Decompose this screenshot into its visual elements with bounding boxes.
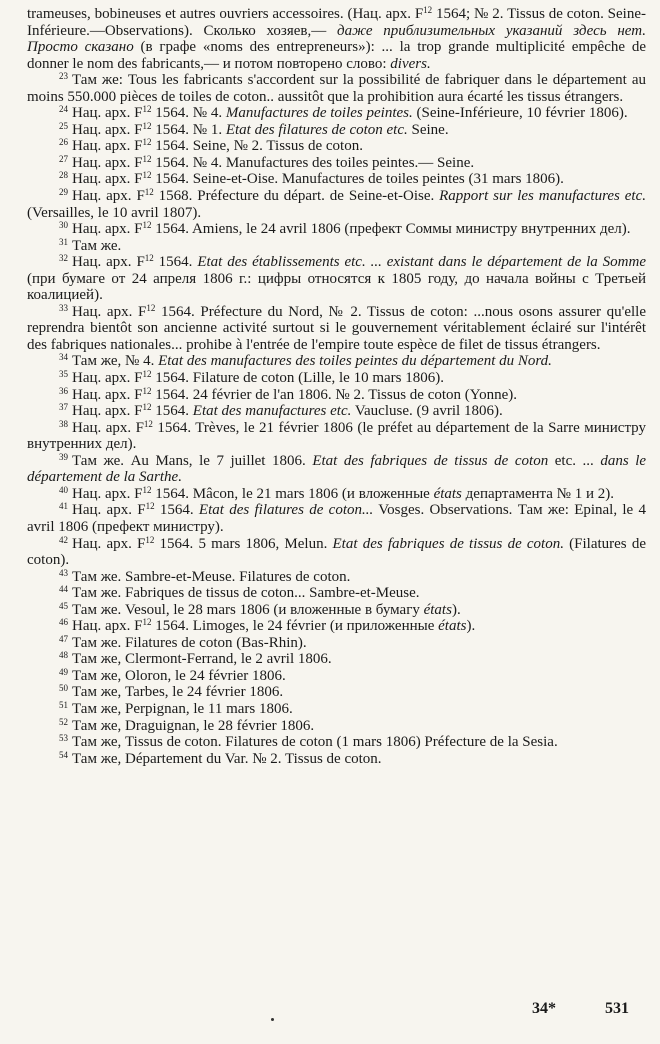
print-mark: [271, 1018, 274, 1021]
footnote-text: Там же, Draguignan, le 28 février 1806.: [72, 717, 315, 734]
footnote-text: (при бумаге от 24 апреля 1806 г.: цифры относятся к 1805 году, до начала войны с Третьей коалицией).: [27, 270, 646, 304]
footnote-text: Там же, Tissus de coton. Filatures de coton (1 mars 1806) Préfecture de la Sesia.: [72, 734, 558, 751]
italic-text: Etat des fabriques de tissus de coton.: [332, 535, 564, 552]
footnote-text: Нац. арх. F: [72, 105, 143, 122]
italic-text: Etat des fabriques de tissus de coton: [312, 452, 549, 469]
footnote-text: 1564. 5 mars 1806, Melun.: [154, 535, 333, 552]
footnote-number: 37: [59, 402, 68, 413]
superscript: 12: [423, 5, 433, 15]
footnote-text: 1564.: [151, 403, 193, 420]
footnote: [27, 238, 646, 255]
superscript: 12: [142, 484, 152, 495]
italic-text: Manufactures de toiles peintes.: [225, 105, 413, 122]
footnote: [27, 635, 646, 652]
superscript: 12: [142, 137, 152, 148]
footnote-number: 54: [59, 749, 68, 760]
footnote-text: Там же. Vesoul, le 28 mars 1806 (и вложенные в бумагу: [72, 601, 424, 618]
footnote-text: 1564. Seine, № 2. Tissus de coton.: [151, 138, 363, 155]
page-number: 531: [605, 1000, 629, 1017]
footnote: [27, 304, 646, 354]
footnote-text: Там же. Sambre-et-Meuse. Filatures de coton.: [72, 568, 351, 585]
footnote-text: 1564. Seine-et-Oise. Manufactures de toiles peintes (31 mars 1806).: [151, 171, 564, 188]
footnote-text: Нац. арх. F: [72, 188, 145, 205]
footnote-text: (в графе «noms des entrepreneurs»): ... la trop grande multiplicité empêche de donner le nom des fabricants,— и потом повторено слово:: [27, 39, 646, 72]
italic-text: états: [438, 618, 467, 635]
footnote-number: 39: [59, 451, 68, 462]
italic-text: dans le département de la Sarthe.: [27, 452, 647, 486]
superscript: 12: [142, 369, 152, 380]
footnote-text: (Seine-Inférieure, 10 février 1806).: [412, 105, 628, 122]
footnote-text: Нац. арх. F: [72, 485, 143, 502]
footnote: [27, 420, 646, 453]
italic-text: Etat des manufactures etc.: [192, 403, 352, 420]
italic-text: Etat des manufactures des toiles peintes du département du Nord.: [158, 353, 552, 370]
italic-text: Etat des filatures de coton...: [198, 502, 374, 519]
superscript: 12: [142, 385, 152, 396]
footnote-text: Нац. арх. F: [72, 403, 143, 420]
footnote-text: Нац. арх. F: [72, 171, 143, 188]
footnote-number: 42: [59, 534, 68, 545]
footnote: [27, 6, 646, 72]
footnote: [27, 701, 646, 718]
footnote: [27, 486, 646, 503]
footnote-text: Нац. арх. F: [72, 154, 143, 171]
footnote-text: 1564.: [154, 502, 199, 519]
footnote-text: 1568. Préfecture du départ. de Seine-et-Oise.: [153, 188, 440, 205]
superscript: 12: [143, 418, 153, 429]
footnote-text: Нац. арх. F: [72, 370, 143, 387]
footnote-text: Нац. арх. F: [72, 386, 143, 403]
footnote-text: департамента № 1 и 2).: [461, 485, 614, 502]
footnote-number: 33: [59, 302, 68, 313]
superscript: 12: [145, 501, 155, 512]
footnote-text: Там же.: [72, 237, 122, 254]
footnote-number: 23: [59, 71, 68, 82]
footnote: [27, 751, 646, 768]
footnote-text: Vaucluse. (9 avril 1806).: [351, 403, 503, 420]
footnote: [27, 651, 646, 668]
footnote-text: 1564. № 4.: [151, 105, 226, 122]
footnote: [27, 684, 646, 701]
footnote: [27, 602, 646, 619]
footnote: [27, 453, 646, 486]
footnote-text: ).: [466, 618, 476, 635]
footnote: [27, 105, 646, 122]
footnote: [27, 221, 646, 238]
footnote: [27, 72, 646, 105]
footnote-text: 1564. Préfecture du Nord, № 2. Tissus de coton: ...nous osons assurer qu'elle reprendra bientôt son ancienne activité surtout si le gouvernement véritablement éclairé sur l'intérêt des fabriques nationales... prohibe à l'entrée de l'empire toute espèce de filet de tissus étrangers.: [27, 303, 646, 353]
footnote: [27, 254, 646, 304]
footnote-number: 38: [59, 418, 68, 429]
footnote-number: 27: [59, 153, 68, 164]
footnote-text: Там же. Au Mans, le 7 juillet 1806.: [72, 452, 313, 469]
superscript: 12: [144, 187, 154, 198]
footnote-number: 53: [59, 733, 68, 744]
footnote-text: Нац. арх. F: [72, 535, 146, 552]
footnote-number: 28: [59, 170, 68, 181]
footnote: [27, 734, 646, 751]
page-footer: [0, 1000, 660, 1024]
footnote-number: 45: [59, 600, 68, 611]
footnote-text: Там же, Clermont-Ferrand, le 2 avril 1806.: [72, 651, 332, 668]
footnote-text: Там же. Filatures de coton (Bas-Rhin).: [72, 634, 307, 651]
superscript: 12: [142, 402, 152, 413]
footnote-text: Там же, № 4.: [72, 353, 159, 370]
footnote-number: 48: [59, 650, 68, 661]
footnote-text: Нац. арх. F: [72, 121, 143, 138]
superscript: 12: [142, 153, 152, 164]
footnote-text: Там же, Oloron, le 24 février 1806.: [72, 667, 286, 684]
footnote-text: 1564. Amiens, le 24 avril 1806 (префект Соммы министру внутренних дел).: [151, 221, 631, 238]
footnote-number: 30: [59, 220, 68, 231]
footnote: [27, 569, 646, 586]
footnote-number: 52: [59, 716, 68, 727]
footnote-text: Seine.: [407, 121, 449, 138]
footnotes-list: [27, 6, 646, 767]
footnote-number: 43: [59, 567, 68, 578]
footnote-text: 1564.: [153, 254, 198, 271]
footnote-text: Там же, Perpignan, le 11 mars 1806.: [72, 700, 293, 717]
footnote-number: 40: [59, 484, 68, 495]
superscript: 12: [145, 534, 155, 545]
footnote-text: 1564. 24 février de l'an 1806. № 2. Tissus de coton (Yonne).: [151, 386, 518, 403]
signature-mark: 34*: [532, 1000, 556, 1017]
footnote: [27, 718, 646, 735]
footnote-text: trameuses, bobineuses et autres ouvriers accessoires. (Нац. арх. F: [27, 6, 424, 22]
footnote: [27, 668, 646, 685]
footnote-number: 24: [59, 104, 68, 115]
footnote: [27, 370, 646, 387]
footnote-number: 31: [59, 236, 68, 247]
footnote-text: 1564. Limoges, le 24 février (и приложенные: [151, 618, 439, 635]
footnote-text: Нац. арх. F: [72, 618, 143, 635]
footnote-text: Vosges. Observations. Там же: Epinal, le 4 avril 1806 (префект министру).: [27, 502, 646, 535]
footnote-text: Там же. Fabriques de tissus de coton... Sambre-et-Meuse.: [72, 585, 420, 602]
footnote-text: Нац. арх. F: [72, 419, 144, 436]
footnote-text: 1564. Mâcon, le 21 mars 1806 (и вложенные: [151, 485, 434, 502]
footnote: [27, 403, 646, 420]
footnote-text: 1564. № 1.: [151, 121, 226, 138]
footnote-number: 51: [59, 699, 68, 710]
footnote: [27, 387, 646, 404]
footnote-text: Там же: Tous les fabricants s'accordent sur la possibilité de fabriquer dans le département au moins 550.000 pièces de toiles de coton.. aussitôt que la prohibition aura écarté les tissus étrangers.: [27, 72, 646, 105]
footnote-text: Нац. арх. F: [72, 221, 143, 238]
footnote-text: Нац. арх. F: [72, 303, 147, 320]
italic-text: Etat des établissements etc. ... existant dans le département de la Somme: [197, 254, 646, 271]
footnote: [27, 536, 646, 569]
footnote-text: 1564; № 2. Tissus de coton. Seine-Inférieure.—Observations). Сколько хозяев,—: [27, 6, 647, 39]
footnote-number: 26: [59, 137, 68, 148]
footnote: [27, 138, 646, 155]
footnote: [27, 122, 646, 139]
footnote-number: 34: [59, 352, 68, 363]
footnote-number: 46: [59, 617, 68, 628]
footnote-text: Там же, Tarbes, le 24 février 1806.: [72, 684, 284, 701]
footnote-text: 1564. № 4. Manufactures des toiles peintes.— Seine.: [151, 154, 475, 171]
superscript: 12: [142, 120, 152, 131]
footnote-text: etc. ...: [548, 452, 601, 469]
italic-text: даже приблизительных указаний здесь нет. Просто сказано: [27, 22, 646, 56]
footnote: [27, 171, 646, 188]
footnote-text: 1564. Trèves, le 21 février 1806 (le préfet au département de la Sarre министру внутренних дел).: [27, 419, 646, 453]
footnote-number: 47: [59, 633, 68, 644]
italic-text: Etat des filatures de coton etc.: [225, 121, 408, 138]
footnote-text: ).: [451, 601, 461, 618]
superscript: 12: [144, 253, 154, 264]
footnote: [27, 502, 646, 535]
italic-text: états: [423, 601, 452, 618]
superscript: 12: [142, 104, 152, 115]
italic-text: divers.: [390, 55, 431, 72]
footnote-text: (Versailles, le 10 avril 1807).: [27, 204, 202, 221]
footnote-number: 25: [59, 120, 68, 131]
superscript: 12: [146, 302, 156, 313]
footnote: [27, 188, 646, 221]
footnote-text: (Filatures de coton).: [27, 535, 646, 569]
footnote-text: Нац. арх. F: [72, 502, 146, 519]
footnote-text: Нац. арх. F: [72, 254, 145, 271]
footnote-number: 50: [59, 683, 68, 694]
footnote-number: 36: [59, 385, 68, 396]
footnote-text: Нац. арх. F: [72, 138, 143, 155]
superscript: 12: [142, 220, 152, 231]
italic-text: états: [433, 485, 462, 502]
footnote-number: 32: [59, 253, 68, 264]
footnote-number: 29: [59, 187, 68, 198]
footnote: [27, 353, 646, 370]
footnote-text: 1564. Filature de coton (Lille, le 10 mars 1806).: [151, 370, 444, 387]
italic-text: Rapport sur les manufactures etc.: [439, 188, 646, 205]
footnote-number: 41: [59, 501, 68, 512]
footnote: [27, 585, 646, 602]
superscript: 12: [142, 170, 152, 181]
footnote: [27, 618, 646, 635]
footnote-text: Там же, Département du Var. № 2. Tissus de coton.: [72, 750, 382, 767]
footnote-number: 49: [59, 666, 68, 677]
superscript: 12: [142, 617, 152, 628]
footnote-number: 35: [59, 369, 68, 380]
footnote: [27, 155, 646, 172]
footnote-number: 44: [59, 584, 68, 595]
